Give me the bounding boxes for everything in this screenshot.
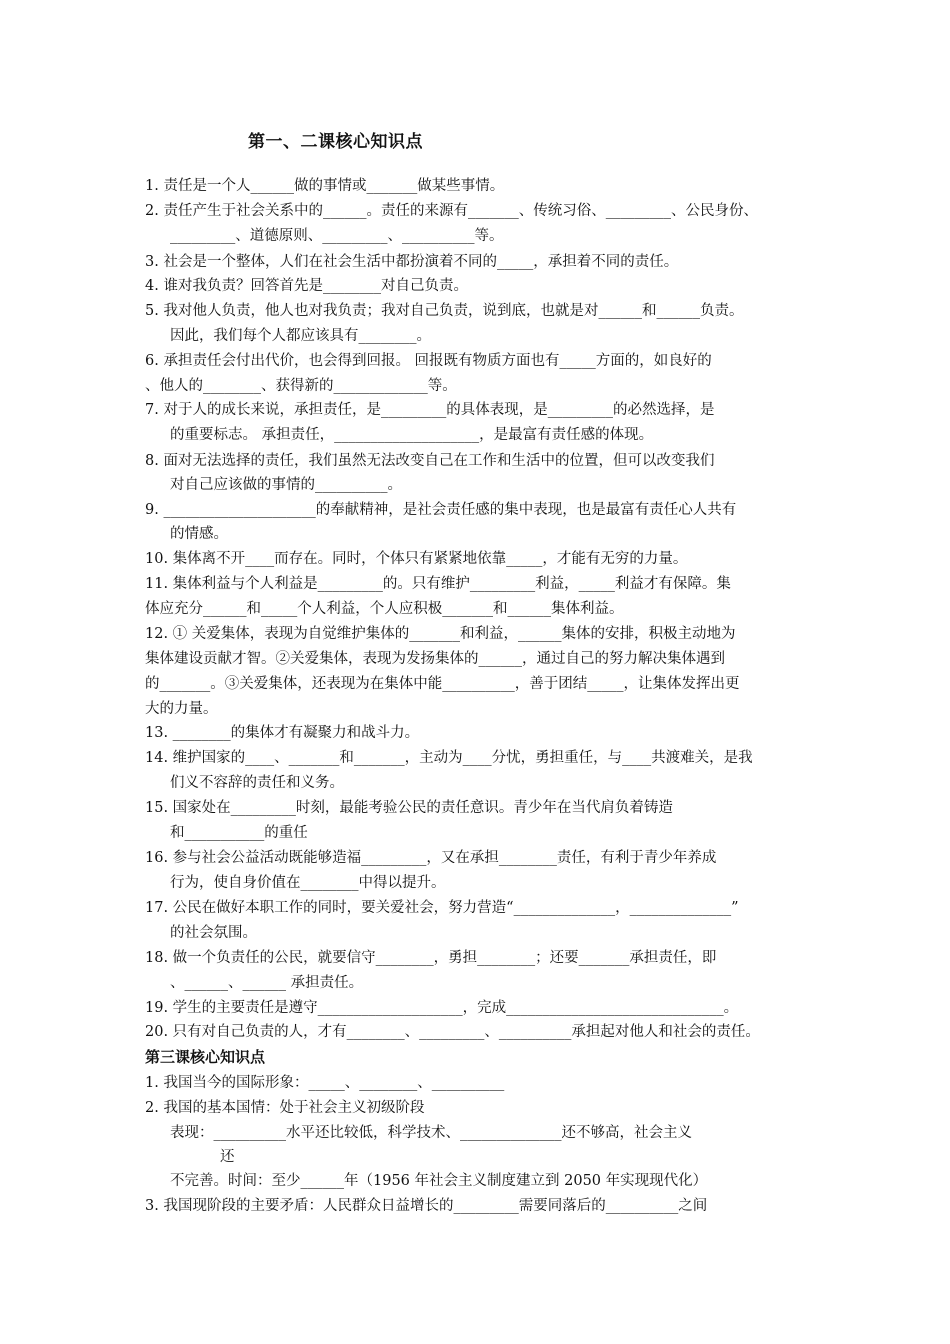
text-line: 14. 维护国家的____、_______和_______，主动为____分忧，勇担重任，与____共渡难关，是我 <box>145 750 753 766</box>
text-line: 们义不容辞的责任和义务。 <box>170 775 344 791</box>
text-line: 15. 国家处在_________时刻，最能考验公民的责任意识。青少年在当代肩负着铸造 <box>145 800 673 816</box>
text-line: 表现：__________水平还比较低，科学技术、______________还不够高，社会主义 <box>170 1125 692 1141</box>
text-line: 13. ________的集体才有凝聚力和战斗力。 <box>145 725 420 741</box>
text-line: 16. 参与社会公益活动既能够造福_________，又在承担________责任，有利于青少年养成 <box>145 850 717 866</box>
text-line: 不完善。时间：至少______年（1956 年社会主义制度建立到 2050 年实现现代化） <box>170 1173 708 1189</box>
text-line: 10. 集体离不开____而存在。同时，个体只有紧紧地依靠_____，才能有无穷的力量。 <box>145 551 688 567</box>
text-line: 的情感。 <box>170 526 228 542</box>
text-line: 20. 只有对自己负责的人，才有________、_________、__________承担起对他人和社会的责任。 <box>145 1024 760 1040</box>
text-line: 19. 学生的主要责任是遵守____________________，完成______________________________。 <box>145 1000 739 1016</box>
text-line: 行为，使自身价值在________中得以提升。 <box>170 875 446 891</box>
text-line: 8. 面对无法选择的责任，我们虽然无法改变自己在工作和生活中的位置，但可以改变我们 <box>145 453 715 469</box>
text-line: 18. 做一个负责任的公民，就要信守________，勇担________；还要_______承担责任，即 <box>145 950 717 966</box>
text-line: 1. 我国当今的国际形象：_____、________、__________ <box>145 1075 505 1091</box>
text-line: 1. 责任是一个人______做的事情或_______做某些事情。 <box>145 178 505 194</box>
text-line: 体应充分______和_____个人利益，个人应积极_______和______集体利益。 <box>145 601 624 617</box>
text-line: 大的力量。 <box>145 701 218 717</box>
text-line: 9. _____________________的奉献精神，是社会责任感的集中表现，也是最富有责任心人共有 <box>145 502 737 518</box>
text-line: 11. 集体利益与个人利益是_________的。只有维护_________利益，_____利益才有保障。集 <box>145 576 731 592</box>
section-heading: 第三课核心知识点 <box>145 1048 266 1066</box>
text-line: 4. 谁对我负责？回答首先是________对自己负责。 <box>145 278 468 294</box>
text-line: 12. ① 关爱集体，表现为自觉维护集体的_______和利益，______集体的安排，积极主动地为 <box>145 626 736 642</box>
text-line: 的_______。③关爱集体，还表现为在集体中能__________，善于团结_____，让集体发挥出更 <box>145 676 740 692</box>
text-line: 、______、______ 承担责任。 <box>170 975 364 991</box>
text-line: 对自己应该做的事情的__________。 <box>170 477 402 493</box>
text-line: 17. 公民在做好本职工作的同时，要关爱社会，努力营造“______________，______________” <box>145 900 739 916</box>
text-line: 的社会氛围。 <box>170 925 257 941</box>
text-line: 集体建设贡献才智。②关爱集体，表现为发扬集体的______，通过自己的努力解决集体遇到 <box>145 651 725 667</box>
text-line: _________、道德原则、_________、__________等。 <box>170 228 504 244</box>
text-line: 的重要标志。 承担责任，____________________，是最富有责任感的体现。 <box>170 427 654 443</box>
text-line: 、他人的________、获得新的_____________等。 <box>145 378 457 394</box>
text-line: 6. 承担责任会付出代价，也会得到回报。 回报既有物质方面也有_____方面的，如良好的 <box>145 353 712 369</box>
text-line: 和___________的重任 <box>170 825 308 841</box>
text-line: 还 <box>220 1149 235 1165</box>
text-line: 因此，我们每个人都应该具有________。 <box>170 328 431 344</box>
text-line: 5. 我对他人负责，他人也对我负责；我对自己负责，说到底，也就是对______和______负责。 <box>145 303 744 319</box>
text-line: 2. 责任产生于社会关系中的______。责任的来源有_______、传统习俗、_________、公民身份、 <box>145 203 758 219</box>
page-title: 第一、二课核心知识点 <box>248 132 423 152</box>
text-line: 3. 社会是一个整体，人们在社会生活中都扮演着不同的_____，承担着不同的责任。 <box>145 254 679 270</box>
text-line: 7. 对于人的成长来说，承担责任，是_________的具体表现，是_________的必然选择，是 <box>145 402 715 418</box>
text-line: 3. 我国现阶段的主要矛盾：人民群众日益增长的_________需要同落后的__________之间 <box>145 1198 708 1214</box>
text-line: 2. 我国的基本国情：处于社会主义初级阶段 <box>145 1100 425 1116</box>
